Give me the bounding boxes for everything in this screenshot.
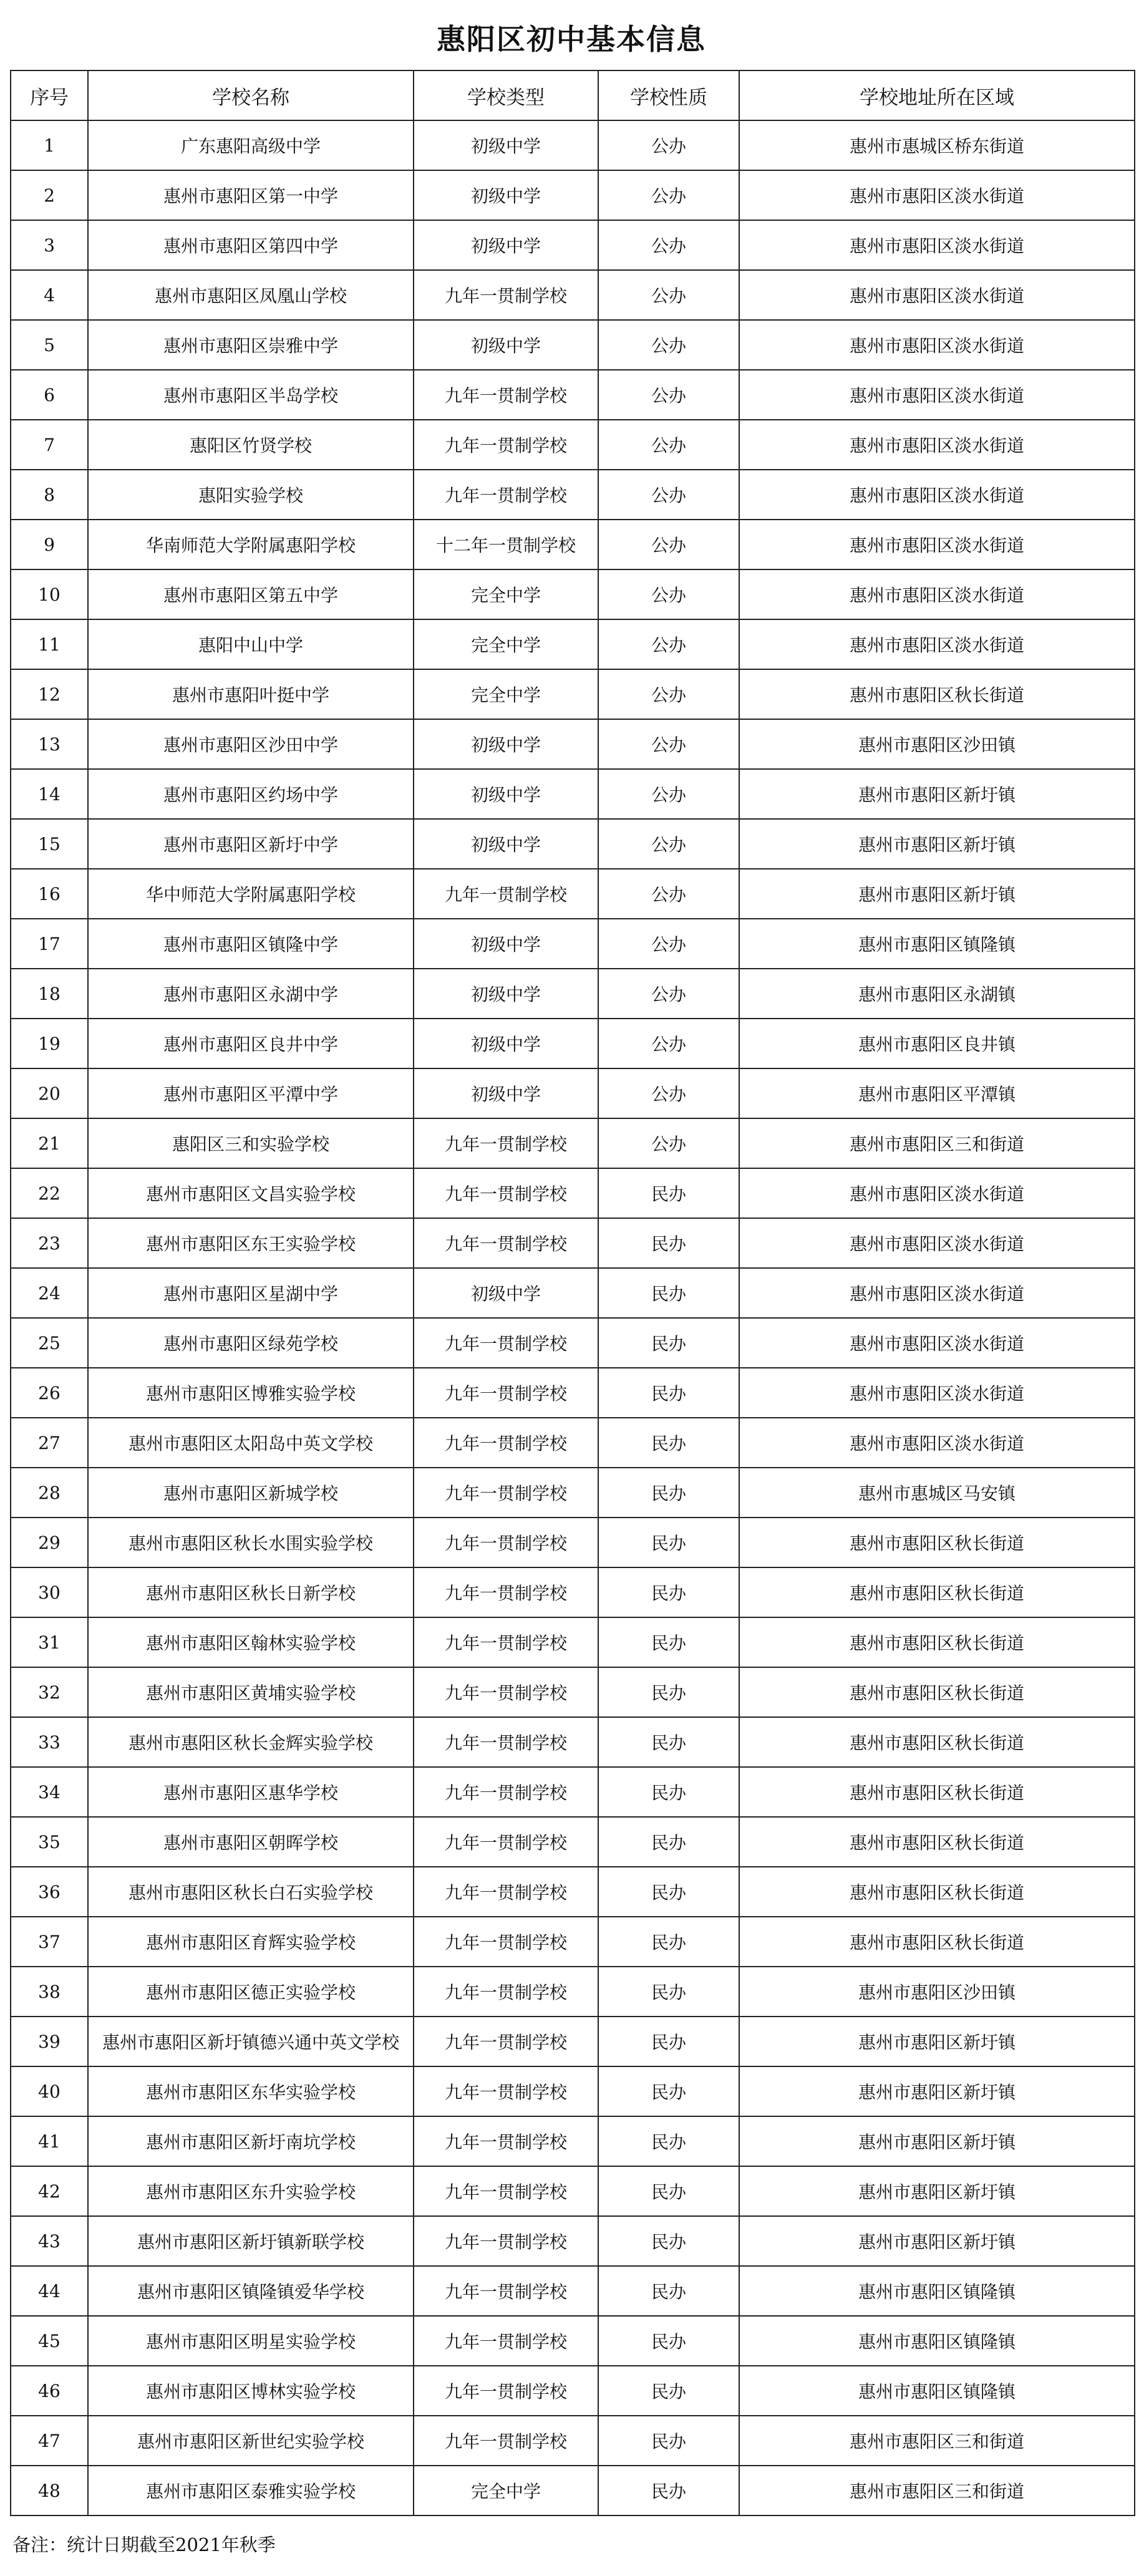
cell-school-type: 九年一贯制学校	[414, 1667, 598, 1717]
cell-school-nature: 民办	[598, 1717, 739, 1767]
cell-school-type: 九年一贯制学校	[414, 1118, 598, 1168]
cell-school-nature: 民办	[598, 1867, 739, 1917]
cell-school-region: 惠州市惠阳区永湖镇	[739, 969, 1135, 1019]
cell-serial-number: 6	[11, 370, 88, 420]
cell-serial-number: 39	[11, 2017, 88, 2066]
cell-school-name: 惠州市惠阳区崇雅中学	[88, 320, 414, 370]
cell-serial-number: 13	[11, 719, 88, 769]
table-row	[11, 919, 1135, 969]
cell-school-type: 初级中学	[414, 320, 598, 370]
cell-school-nature: 公办	[598, 669, 739, 719]
table-row	[11, 769, 1135, 819]
cell-school-nature: 民办	[598, 1667, 739, 1717]
school-info-table	[10, 70, 1135, 2516]
cell-school-type: 九年一贯制学校	[414, 1767, 598, 1817]
table-row	[11, 1019, 1135, 1068]
cell-school-region: 惠州市惠阳区秋长街道	[739, 1917, 1135, 1967]
cell-school-region: 惠州市惠阳区新圩镇	[739, 2166, 1135, 2216]
footnote: 备注：统计日期截至2021年秋季	[12, 2534, 276, 2555]
cell-school-region: 惠州市惠城区桥东街道	[739, 120, 1135, 170]
cell-school-type: 九年一贯制学校	[414, 1418, 598, 1468]
header-school-region: 学校地址所在区域	[739, 70, 1135, 120]
cell-school-nature: 民办	[598, 2416, 739, 2466]
cell-school-type: 初级中学	[414, 719, 598, 769]
cell-school-type: 九年一贯制学校	[414, 2416, 598, 2466]
cell-school-nature: 公办	[598, 520, 739, 569]
cell-school-type: 初级中学	[414, 1068, 598, 1118]
cell-school-region: 惠州市惠阳区良井镇	[739, 1019, 1135, 1068]
cell-serial-number: 20	[11, 1068, 88, 1118]
cell-school-nature: 民办	[598, 2116, 739, 2166]
cell-serial-number: 37	[11, 1917, 88, 1967]
cell-serial-number: 43	[11, 2216, 88, 2266]
cell-serial-number: 5	[11, 320, 88, 370]
cell-serial-number: 38	[11, 1967, 88, 2017]
cell-school-type: 九年一贯制学校	[414, 270, 598, 320]
cell-school-region: 惠州市惠阳区新圩镇	[739, 2116, 1135, 2166]
cell-school-nature: 公办	[598, 420, 739, 470]
table-row	[11, 1567, 1135, 1617]
header-school-name: 学校名称	[88, 70, 414, 120]
cell-school-name: 惠州市惠阳区新圩中学	[88, 819, 414, 869]
cell-school-name: 惠州市惠阳区新城学校	[88, 1468, 414, 1518]
cell-school-region: 惠州市惠阳区淡水街道	[739, 569, 1135, 619]
cell-serial-number: 28	[11, 1468, 88, 1518]
cell-school-name: 惠州市惠阳区育辉实验学校	[88, 1917, 414, 1967]
cell-school-nature: 公办	[598, 869, 739, 919]
cell-school-name: 惠州市惠阳区永湖中学	[88, 969, 414, 1019]
cell-serial-number: 15	[11, 819, 88, 869]
cell-school-name: 惠州市惠阳区第四中学	[88, 220, 414, 270]
cell-school-region: 惠州市惠阳区三和街道	[739, 2416, 1135, 2466]
cell-school-region: 惠州市惠阳区淡水街道	[739, 220, 1135, 270]
cell-school-nature: 公办	[598, 370, 739, 420]
table-row	[11, 669, 1135, 719]
cell-school-type: 九年一贯制学校	[414, 1967, 598, 2017]
table-header-row	[11, 70, 1135, 120]
cell-school-type: 完全中学	[414, 669, 598, 719]
cell-school-type: 初级中学	[414, 120, 598, 170]
cell-school-type: 初级中学	[414, 969, 598, 1019]
cell-school-region: 惠州市惠阳区淡水街道	[739, 1418, 1135, 1468]
cell-school-type: 九年一贯制学校	[414, 1567, 598, 1617]
cell-serial-number: 24	[11, 1268, 88, 1318]
cell-school-region: 惠州市惠阳区新圩镇	[739, 769, 1135, 819]
table-row	[11, 420, 1135, 470]
cell-serial-number: 17	[11, 919, 88, 969]
cell-school-name: 惠州市惠阳区绿苑学校	[88, 1318, 414, 1368]
cell-school-type: 九年一贯制学校	[414, 1518, 598, 1567]
cell-school-nature: 公办	[598, 719, 739, 769]
cell-school-region: 惠州市惠阳区淡水街道	[739, 1168, 1135, 1218]
cell-school-region: 惠州市惠阳区秋长街道	[739, 1817, 1135, 1867]
cell-school-region: 惠州市惠阳区淡水街道	[739, 270, 1135, 320]
cell-school-nature: 民办	[598, 1967, 739, 2017]
cell-school-region: 惠州市惠阳区秋长街道	[739, 1767, 1135, 1817]
cell-school-region: 惠州市惠阳区秋长街道	[739, 1667, 1135, 1717]
cell-school-nature: 公办	[598, 470, 739, 520]
table-row	[11, 569, 1135, 619]
cell-school-name: 惠州市惠阳区第一中学	[88, 170, 414, 220]
cell-serial-number: 33	[11, 1717, 88, 1767]
cell-serial-number: 25	[11, 1318, 88, 1368]
table-row	[11, 2116, 1135, 2166]
cell-school-region: 惠州市惠阳区三和街道	[739, 1118, 1135, 1168]
cell-school-region: 惠州市惠阳区镇隆镇	[739, 2366, 1135, 2416]
cell-school-region: 惠州市惠阳区淡水街道	[739, 1218, 1135, 1268]
cell-serial-number: 2	[11, 170, 88, 220]
table-row	[11, 1368, 1135, 1418]
cell-serial-number: 47	[11, 2416, 88, 2466]
cell-school-nature: 公办	[598, 220, 739, 270]
cell-school-name: 惠州市惠阳区第五中学	[88, 569, 414, 619]
cell-serial-number: 27	[11, 1418, 88, 1468]
cell-school-type: 九年一贯制学校	[414, 2017, 598, 2066]
table-row	[11, 2216, 1135, 2266]
table-row	[11, 1867, 1135, 1917]
cell-school-type: 九年一贯制学校	[414, 1318, 598, 1368]
cell-school-type: 初级中学	[414, 1019, 598, 1068]
header-serial-number: 序号	[11, 70, 88, 120]
cell-school-type: 九年一贯制学校	[414, 2216, 598, 2266]
cell-school-name: 惠州市惠阳区惠华学校	[88, 1767, 414, 1817]
cell-school-name: 华南师范大学附属惠阳学校	[88, 520, 414, 569]
cell-serial-number: 42	[11, 2166, 88, 2216]
table-row	[11, 1667, 1135, 1717]
cell-school-nature: 民办	[598, 1218, 739, 1268]
cell-serial-number: 21	[11, 1118, 88, 1168]
cell-serial-number: 8	[11, 470, 88, 520]
table-row	[11, 520, 1135, 569]
cell-school-nature: 民办	[598, 1468, 739, 1518]
cell-serial-number: 18	[11, 969, 88, 1019]
cell-school-region: 惠州市惠阳区淡水街道	[739, 1318, 1135, 1368]
table-row	[11, 1518, 1135, 1567]
table-row	[11, 320, 1135, 370]
cell-school-name: 惠州市惠阳区约场中学	[88, 769, 414, 819]
table-row	[11, 1118, 1135, 1168]
cell-serial-number: 11	[11, 619, 88, 669]
cell-school-nature: 民办	[598, 2066, 739, 2116]
table-row	[11, 1717, 1135, 1767]
table-row	[11, 470, 1135, 520]
cell-serial-number: 19	[11, 1019, 88, 1068]
table-row	[11, 719, 1135, 769]
cell-serial-number: 44	[11, 2266, 88, 2316]
cell-school-name: 惠州市惠阳区朝晖学校	[88, 1817, 414, 1867]
cell-school-region: 惠州市惠阳区平潭镇	[739, 1068, 1135, 1118]
cell-school-type: 九年一贯制学校	[414, 1817, 598, 1867]
cell-serial-number: 41	[11, 2116, 88, 2166]
cell-school-nature: 公办	[598, 819, 739, 869]
cell-school-nature: 公办	[598, 969, 739, 1019]
table-row	[11, 2416, 1135, 2466]
cell-school-type: 九年一贯制学校	[414, 1867, 598, 1917]
cell-school-name: 惠州市惠阳区博雅实验学校	[88, 1368, 414, 1418]
cell-serial-number: 40	[11, 2066, 88, 2116]
table-row	[11, 2017, 1135, 2066]
cell-school-name: 惠阳中山中学	[88, 619, 414, 669]
table-row	[11, 1168, 1135, 1218]
table-row	[11, 2266, 1135, 2316]
cell-school-name: 惠州市惠阳区黄埔实验学校	[88, 1667, 414, 1717]
cell-serial-number: 1	[11, 120, 88, 170]
cell-serial-number: 45	[11, 2316, 88, 2366]
cell-school-type: 完全中学	[414, 2466, 598, 2515]
table-row	[11, 1617, 1135, 1667]
cell-school-name: 惠州市惠阳区平潭中学	[88, 1068, 414, 1118]
cell-school-nature: 民办	[598, 1418, 739, 1468]
cell-school-type: 初级中学	[414, 170, 598, 220]
cell-school-name: 惠州市惠阳区镇隆中学	[88, 919, 414, 969]
table-row	[11, 2166, 1135, 2216]
cell-school-type: 九年一贯制学校	[414, 2266, 598, 2316]
cell-school-name: 惠州市惠阳区星湖中学	[88, 1268, 414, 1318]
table-row	[11, 1318, 1135, 1368]
cell-school-nature: 民办	[598, 1617, 739, 1667]
cell-school-name: 惠州市惠阳区泰雅实验学校	[88, 2466, 414, 2515]
cell-school-type: 九年一贯制学校	[414, 2166, 598, 2216]
cell-school-region: 惠州市惠阳区沙田镇	[739, 1967, 1135, 2017]
cell-school-type: 九年一贯制学校	[414, 869, 598, 919]
table-row	[11, 869, 1135, 919]
cell-school-name: 惠州市惠阳区新圩镇新联学校	[88, 2216, 414, 2266]
cell-school-name: 惠州市惠阳区秋长白石实验学校	[88, 1867, 414, 1917]
cell-school-region: 惠州市惠阳区淡水街道	[739, 470, 1135, 520]
cell-school-region: 惠州市惠阳区秋长街道	[739, 669, 1135, 719]
cell-school-name: 惠州市惠阳区新圩镇德兴通中英文学校	[88, 2017, 414, 2066]
table-row	[11, 1817, 1135, 1867]
cell-serial-number: 31	[11, 1617, 88, 1667]
table-row	[11, 1268, 1135, 1318]
cell-serial-number: 22	[11, 1168, 88, 1218]
cell-school-type: 初级中学	[414, 220, 598, 270]
cell-school-region: 惠州市惠阳区三和街道	[739, 2466, 1135, 2515]
cell-school-name: 惠阳区三和实验学校	[88, 1118, 414, 1168]
cell-school-nature: 公办	[598, 120, 739, 170]
table-row	[11, 2466, 1135, 2515]
cell-school-type: 九年一贯制学校	[414, 2116, 598, 2166]
cell-school-nature: 公办	[598, 769, 739, 819]
cell-school-nature: 公办	[598, 320, 739, 370]
cell-school-name: 惠州市惠阳区明星实验学校	[88, 2316, 414, 2366]
cell-serial-number: 23	[11, 1218, 88, 1268]
cell-school-type: 完全中学	[414, 619, 598, 669]
cell-school-region: 惠州市惠阳区秋长街道	[739, 1567, 1135, 1617]
cell-serial-number: 26	[11, 1368, 88, 1418]
cell-serial-number: 30	[11, 1567, 88, 1617]
cell-serial-number: 35	[11, 1817, 88, 1867]
cell-school-nature: 民办	[598, 2166, 739, 2216]
table-row	[11, 969, 1135, 1019]
cell-school-name: 惠州市惠阳区太阳岛中英文学校	[88, 1418, 414, 1468]
cell-school-name: 惠州市惠阳区博林实验学校	[88, 2366, 414, 2416]
cell-school-name: 惠州市惠阳区东升实验学校	[88, 2166, 414, 2216]
cell-school-type: 九年一贯制学校	[414, 1168, 598, 1218]
cell-school-region: 惠州市惠阳区淡水街道	[739, 1268, 1135, 1318]
cell-school-name: 惠阳实验学校	[88, 470, 414, 520]
cell-school-name: 惠州市惠阳区凤凰山学校	[88, 270, 414, 320]
table-row	[11, 170, 1135, 220]
cell-school-nature: 民办	[598, 2266, 739, 2316]
cell-school-region: 惠州市惠阳区秋长街道	[739, 1617, 1135, 1667]
cell-school-name: 广东惠阳高级中学	[88, 120, 414, 170]
cell-serial-number: 36	[11, 1867, 88, 1917]
cell-school-region: 惠州市惠阳区新圩镇	[739, 869, 1135, 919]
cell-school-region: 惠州市惠阳区淡水街道	[739, 370, 1135, 420]
cell-school-region: 惠州市惠阳区镇隆镇	[739, 2316, 1135, 2366]
cell-school-nature: 民办	[598, 1567, 739, 1617]
cell-school-name: 惠州市惠阳区秋长日新学校	[88, 1567, 414, 1617]
cell-serial-number: 46	[11, 2366, 88, 2416]
cell-school-nature: 公办	[598, 619, 739, 669]
cell-school-name: 惠州市惠阳区东王实验学校	[88, 1218, 414, 1268]
cell-school-type: 九年一贯制学校	[414, 1368, 598, 1418]
cell-school-name: 惠州市惠阳区秋长金辉实验学校	[88, 1717, 414, 1767]
cell-school-type: 九年一贯制学校	[414, 370, 598, 420]
cell-school-type: 九年一贯制学校	[414, 470, 598, 520]
cell-serial-number: 48	[11, 2466, 88, 2515]
cell-school-nature: 民办	[598, 1917, 739, 1967]
cell-school-nature: 民办	[598, 1817, 739, 1867]
cell-serial-number: 3	[11, 220, 88, 270]
cell-serial-number: 29	[11, 1518, 88, 1567]
cell-school-name: 惠州市惠阳区镇隆镇爱华学校	[88, 2266, 414, 2316]
cell-serial-number: 9	[11, 520, 88, 569]
cell-school-region: 惠州市惠阳区镇隆镇	[739, 2266, 1135, 2316]
cell-school-type: 九年一贯制学校	[414, 1617, 598, 1667]
table-row	[11, 819, 1135, 869]
cell-school-name: 惠州市惠阳区良井中学	[88, 1019, 414, 1068]
cell-school-type: 初级中学	[414, 819, 598, 869]
cell-school-nature: 民办	[598, 2316, 739, 2366]
table-row	[11, 370, 1135, 420]
cell-school-nature: 民办	[598, 1268, 739, 1318]
cell-school-nature: 民办	[598, 1767, 739, 1817]
cell-school-name: 惠州市惠阳区新圩南坑学校	[88, 2116, 414, 2166]
cell-school-nature: 公办	[598, 1068, 739, 1118]
cell-school-region: 惠州市惠阳区淡水街道	[739, 619, 1135, 669]
cell-school-region: 惠州市惠阳区淡水街道	[739, 170, 1135, 220]
cell-school-type: 初级中学	[414, 1268, 598, 1318]
cell-school-type: 九年一贯制学校	[414, 1468, 598, 1518]
cell-school-region: 惠州市惠阳区新圩镇	[739, 2216, 1135, 2266]
table-row	[11, 1468, 1135, 1518]
cell-school-name: 惠州市惠阳区东华实验学校	[88, 2066, 414, 2116]
cell-serial-number: 32	[11, 1667, 88, 1717]
table-row	[11, 220, 1135, 270]
cell-school-nature: 民办	[598, 1168, 739, 1218]
cell-school-type: 九年一贯制学校	[414, 2366, 598, 2416]
cell-school-name: 惠州市惠阳区半岛学校	[88, 370, 414, 420]
cell-school-nature: 民办	[598, 2466, 739, 2515]
cell-school-nature: 公办	[598, 270, 739, 320]
table-row	[11, 1967, 1135, 2017]
cell-school-region: 惠州市惠阳区淡水街道	[739, 320, 1135, 370]
cell-school-nature: 民办	[598, 2366, 739, 2416]
cell-school-nature: 民办	[598, 1368, 739, 1418]
cell-school-type: 完全中学	[414, 569, 598, 619]
table-row	[11, 2366, 1135, 2416]
cell-serial-number: 12	[11, 669, 88, 719]
table-row	[11, 1418, 1135, 1468]
cell-school-nature: 公办	[598, 170, 739, 220]
cell-school-region: 惠州市惠阳区淡水街道	[739, 1368, 1135, 1418]
cell-school-region: 惠州市惠阳区秋长街道	[739, 1717, 1135, 1767]
table-title: 惠阳区初中基本信息	[437, 22, 706, 56]
cell-school-name: 惠州市惠阳区德正实验学校	[88, 1967, 414, 2017]
cell-serial-number: 4	[11, 270, 88, 320]
cell-school-nature: 公办	[598, 1118, 739, 1168]
cell-serial-number: 34	[11, 1767, 88, 1817]
cell-school-region: 惠州市惠阳区淡水街道	[739, 420, 1135, 470]
cell-school-nature: 公办	[598, 1019, 739, 1068]
table-row	[11, 1068, 1135, 1118]
cell-school-nature: 公办	[598, 569, 739, 619]
table-row	[11, 120, 1135, 170]
cell-school-name: 惠州市惠阳区新世纪实验学校	[88, 2416, 414, 2466]
cell-school-name: 惠州市惠阳区沙田中学	[88, 719, 414, 769]
cell-serial-number: 16	[11, 869, 88, 919]
table-row	[11, 1767, 1135, 1817]
cell-school-name: 惠州市惠阳区文昌实验学校	[88, 1168, 414, 1218]
cell-school-type: 初级中学	[414, 769, 598, 819]
cell-school-region: 惠州市惠阳区沙田镇	[739, 719, 1135, 769]
cell-school-region: 惠州市惠阳区新圩镇	[739, 2017, 1135, 2066]
table-body	[11, 120, 1135, 2515]
cell-school-region: 惠州市惠阳区镇隆镇	[739, 919, 1135, 969]
table-row	[11, 2316, 1135, 2366]
cell-school-type: 九年一贯制学校	[414, 1717, 598, 1767]
cell-school-name: 惠州市惠阳区翰林实验学校	[88, 1617, 414, 1667]
cell-school-type: 初级中学	[414, 919, 598, 969]
table-row	[11, 1218, 1135, 1268]
cell-school-region: 惠州市惠阳区新圩镇	[739, 819, 1135, 869]
cell-school-name: 惠州市惠阳区秋长水围实验学校	[88, 1518, 414, 1567]
cell-school-region: 惠州市惠阳区淡水街道	[739, 520, 1135, 569]
header-school-nature: 学校性质	[598, 70, 739, 120]
cell-school-region: 惠州市惠城区马安镇	[739, 1468, 1135, 1518]
cell-school-region: 惠州市惠阳区新圩镇	[739, 2066, 1135, 2116]
cell-serial-number: 7	[11, 420, 88, 470]
cell-school-name: 惠州市惠阳叶挺中学	[88, 669, 414, 719]
cell-school-nature: 公办	[598, 919, 739, 969]
table-row	[11, 270, 1135, 320]
cell-school-nature: 民办	[598, 2216, 739, 2266]
cell-school-region: 惠州市惠阳区秋长街道	[739, 1867, 1135, 1917]
cell-school-type: 九年一贯制学校	[414, 2316, 598, 2366]
cell-school-type: 九年一贯制学校	[414, 2066, 598, 2116]
table-row	[11, 619, 1135, 669]
cell-school-type: 九年一贯制学校	[414, 1218, 598, 1268]
cell-school-name: 惠阳区竹贤学校	[88, 420, 414, 470]
cell-school-name: 华中师范大学附属惠阳学校	[88, 869, 414, 919]
cell-school-nature: 民办	[598, 2017, 739, 2066]
cell-school-type: 十二年一贯制学校	[414, 520, 598, 569]
cell-school-region: 惠州市惠阳区秋长街道	[739, 1518, 1135, 1567]
header-school-type: 学校类型	[414, 70, 598, 120]
cell-school-type: 九年一贯制学校	[414, 420, 598, 470]
cell-school-nature: 民办	[598, 1318, 739, 1368]
cell-serial-number: 14	[11, 769, 88, 819]
table-row	[11, 2066, 1135, 2116]
table-row	[11, 1917, 1135, 1967]
cell-school-nature: 民办	[598, 1518, 739, 1567]
cell-serial-number: 10	[11, 569, 88, 619]
cell-school-type: 九年一贯制学校	[414, 1917, 598, 1967]
